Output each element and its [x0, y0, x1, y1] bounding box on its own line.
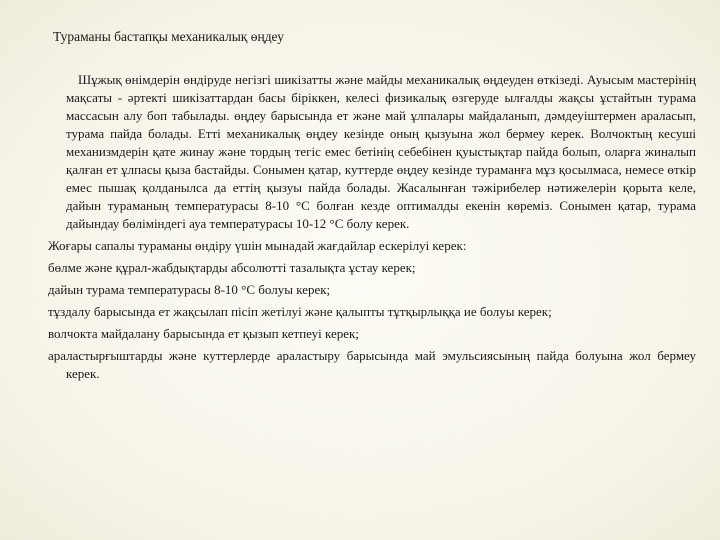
slide-title: Тураманы бастапқы механикалық өңдеу — [53, 29, 284, 44]
requirements-heading: Жоғары сапалы тураманы өндіру үшін мынадай жағдайлар ескерілуі керек: — [48, 238, 467, 253]
intro-paragraph: Шұжық өнімдерін өндіруде негізгі шикізатты және майды механикалық өңдеуден өткізеді. Ауысым мастерінің мақсаты - әртекті шикізаттардан басы біріккен, келесі физикалық өзгеруде ылғалды жақсы ұстайтын турама массасын алу боп табылады. өңдеу барысында ет және май ұлпалары майдаланып, дәмдеуіштермен араласып, турама пайда болады. Етті механикалық өңдеу кезінде оның қызуына жол бермеу керек. Волчоктың кесуші механизмдерін қате жинау және тордың тегіс емес бетінің себебінен қуыстықтар пайда болып, оларға жиналып қалған ет ұлпасы қыза бастайды. Сонымен қатар, куттерде өңдеу кезінде тураманға мұз қосылмаса, немесе өткір емес пышақ қолданылса да еттің қызуы пайда болады. Жасалынған тәжірибелер нәтижелерін қорыта келе, дайын тураманың температурасы 8-10 °С болған кезде оптималды екенін көреміз. Сонымен қатар, турама дайындау бөліміндегі ауа температурасы 10-12 °С болу керек. — [66, 72, 696, 231]
requirement-item: бөлме және құрал-жабдықтарды абсолютті тазалықта ұстау керек; — [48, 260, 416, 275]
requirement-item: тұздалу барысында ет жақсылап пісіп жетілуі және қалыпты тұтқырлыққа ие болуы керек; — [48, 304, 552, 319]
slide-body — [48, 71, 696, 383]
requirement-item: дайын турама температурасы 8-10 °С болуы керек; — [48, 282, 331, 297]
requirement-item: волчокта майдалану барысында ет қызып кетпеуі керек; — [48, 326, 359, 341]
requirement-item: араластырғыштарды және куттерлерде араластыру барысында май эмульсиясының пайда болуына жол бермеу керек. — [48, 348, 696, 381]
